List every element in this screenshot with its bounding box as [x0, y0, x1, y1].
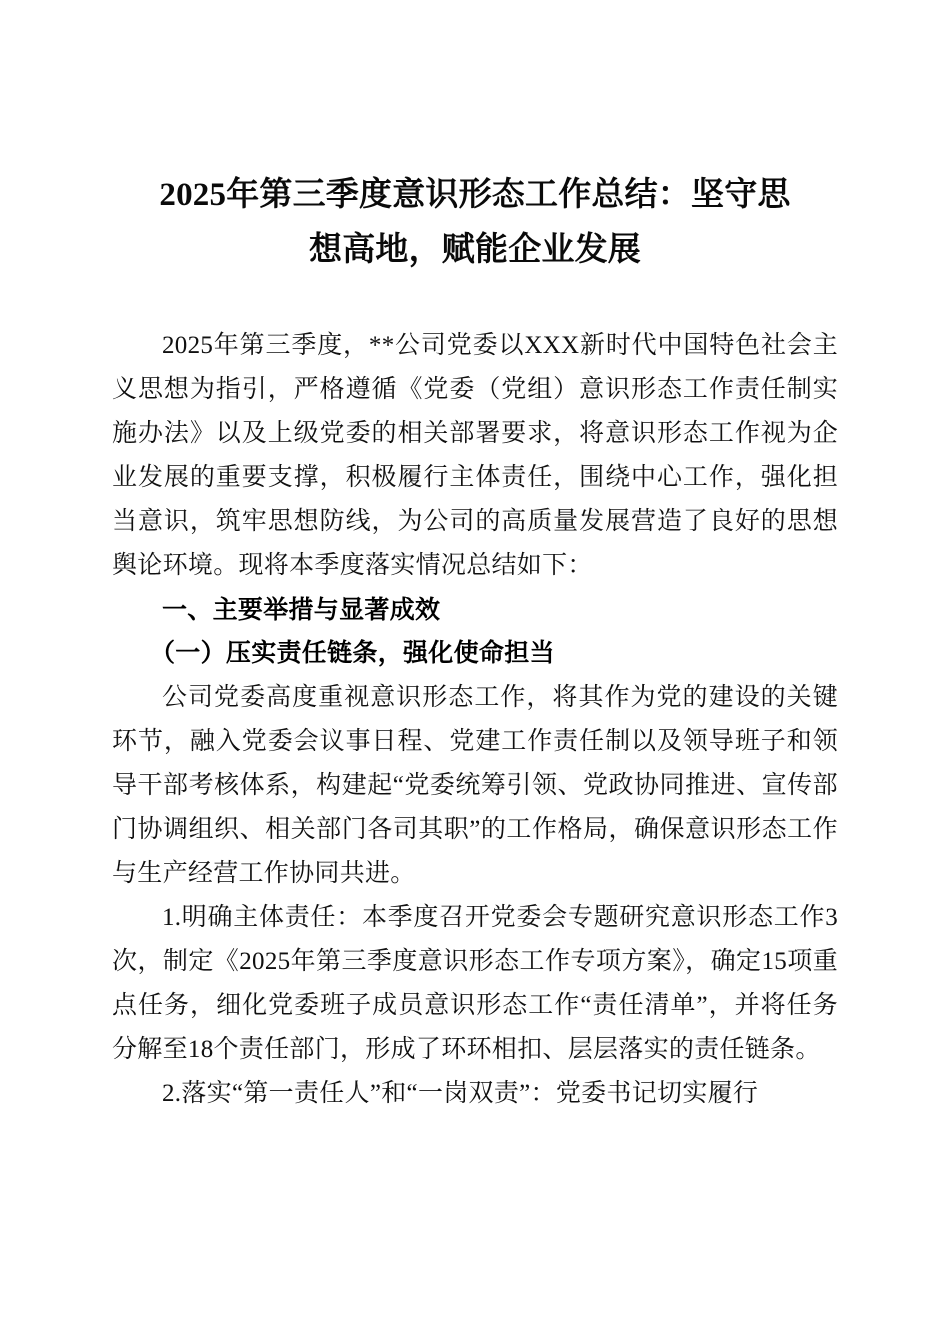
intro-paragraph: 2025年第三季度，**公司党委以XXX新时代中国特色社会主义思想为指引，严格遵循《党委（党组）意识形态工作责任制实施办法》以及上级党委的相关部署要求，将意识形态工作视为企业发展的重要支撑，积极履行主体责任，围绕中心工作，强化担当意识，筑牢思想防线，为公司的高质量发展营造了良好的思想舆论环境。现将本季度落实情况总结如下：	[112, 332, 838, 579]
subsection-heading-1: （一）压实责任链条，强化使命担当	[150, 640, 555, 667]
section-heading-1: 一、主要举措与显著成效	[162, 596, 441, 624]
numbered-item-2: 2.落实“第一责任人”和“一岗双责”：党委书记切实履行	[162, 1080, 759, 1107]
document-body	[112, 324, 838, 1116]
subsection-body-1: 公司党委高度重视意识形态工作，将其作为党的建设的关键环节，融入党委会议事日程、党建工作责任制以及领导班子和领导干部考核体系，构建起“党委统筹引领、党政协同推进、宣传部门协调组织、相关部门各司其职”的工作格局，确保意识形态工作与生产经营工作协同共进。	[112, 684, 838, 887]
numbered-item-1: 1.明确主体责任：本季度召开党委会专题研究意识形态工作3次，制定《2025年第三季度意识形态工作专项方案》，确定15项重点任务，细化党委班子成员意识形态工作“责任清单”，并将任务分解至18个责任部门，形成了环环相扣、层层落实的责任链条。	[112, 904, 838, 1063]
page-title	[112, 0, 838, 278]
title-line-2: 想高地，赋能企业发展	[309, 232, 641, 268]
title-line-1: 2025年第三季度意识形态工作总结：坚守思	[159, 177, 791, 213]
